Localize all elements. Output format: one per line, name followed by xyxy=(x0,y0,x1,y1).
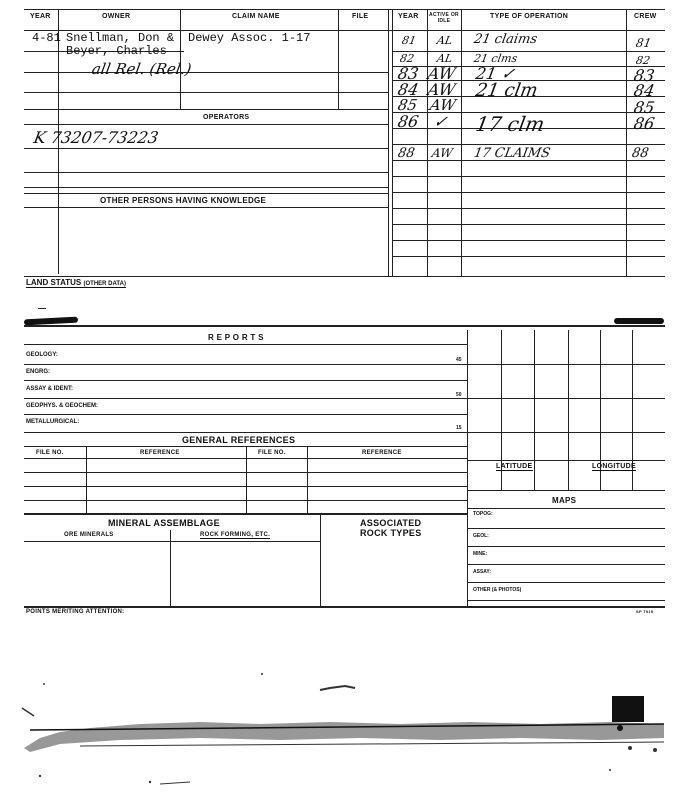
activity-crew: 88 xyxy=(630,146,650,161)
owner-year: 4-81 xyxy=(32,31,61,45)
map-geol: GEOL: xyxy=(473,533,489,539)
other-persons-heading: OTHER PERSONS HAVING KNOWLEDGE xyxy=(100,196,267,205)
activity-year: 82 xyxy=(398,52,416,65)
col-crew: CREW xyxy=(634,13,657,20)
ref-file-no-1: FILE NO. xyxy=(36,450,64,456)
activity-operation: 17 CLAIMS xyxy=(472,146,552,161)
report-assay-num: 50 xyxy=(456,392,462,398)
col-type-operation: TYPE OF OPERATION xyxy=(490,13,569,20)
ref-reference-2: REFERENCE xyxy=(362,450,402,456)
activity-operation: 21 clms xyxy=(472,52,519,65)
activity-status: AW xyxy=(430,146,454,160)
rock-forming-label: ROCK FORMING, ETC. xyxy=(200,532,271,538)
activity-status: AW xyxy=(426,80,458,99)
col-active-idle: ACTIVE OR IDLE xyxy=(429,12,459,24)
general-references-heading: GENERAL REFERENCES xyxy=(182,435,296,445)
activity-crew: 84 xyxy=(632,81,657,100)
report-assay: ASSAY & IDENT: xyxy=(26,386,74,392)
handwritten-note: all Rel. (Rel.) xyxy=(90,60,193,78)
report-geology-num: 45 xyxy=(456,357,462,363)
claim-name: Dewey Assoc. 1-17 xyxy=(188,31,311,45)
report-engrg: ENGRG: xyxy=(26,369,50,375)
map-assay: ASSAY: xyxy=(473,569,492,575)
map-topog: TOPOG: xyxy=(473,511,493,517)
activity-crew: 85 xyxy=(632,98,657,117)
col-year: YEAR xyxy=(30,13,51,20)
map-mine: MINE: xyxy=(473,551,488,557)
activity-year: 88 xyxy=(396,146,416,161)
activity-status: AL xyxy=(435,52,454,65)
report-metallurgical-num: 15 xyxy=(456,425,462,431)
col-claim-name: CLAIM NAME xyxy=(232,13,280,20)
scan-noise xyxy=(0,660,678,810)
points-meriting-label: POINTS MERITING ATTENTION: xyxy=(26,609,125,615)
ref-file-no-2: FILE NO. xyxy=(258,450,286,456)
activity-crew: 82 xyxy=(634,54,652,67)
reports-heading: R E P O R T S xyxy=(208,333,264,342)
activity-year: 85 xyxy=(396,96,419,114)
activity-operation: 21 clm xyxy=(474,80,540,101)
col-file: FILE xyxy=(352,13,369,20)
rock-types-label: ROCK TYPES xyxy=(360,528,422,538)
black-smudge-right xyxy=(614,318,664,324)
owner-line-1: Snellman, Don & xyxy=(66,31,175,45)
activity-operation: 21 claims xyxy=(472,32,539,47)
mineral-assemblage-heading: MINERAL ASSEMBLAGE xyxy=(108,518,220,528)
map-other: OTHER (& PHOTOS) xyxy=(473,587,522,593)
form-code: SP 7915 xyxy=(636,609,654,614)
report-metallurgical: METALLURGICAL: xyxy=(26,419,80,425)
col-year-2: YEAR xyxy=(398,13,419,20)
ore-minerals-label: ORE MINERALS xyxy=(64,532,114,538)
latitude-label: LATITUDE xyxy=(496,463,533,470)
activity-crew: 83 xyxy=(632,66,657,85)
land-status-sub: (OTHER DATA) xyxy=(83,281,126,287)
ref-reference-1: REFERENCE xyxy=(140,450,180,456)
activity-year: 81 xyxy=(400,34,418,47)
report-geophys: GEOPHYS. & GEOCHEM: xyxy=(26,403,99,409)
activity-status: AW xyxy=(426,64,458,83)
report-geology: GEOLOGY: xyxy=(26,352,58,358)
activity-year: 83 xyxy=(396,64,421,83)
activity-year: 84 xyxy=(396,80,421,99)
owner-line-2: Beyer, Charles xyxy=(66,44,167,58)
activity-crew: 86 xyxy=(632,114,657,133)
land-status-label: LAND STATUS xyxy=(26,278,82,287)
activity-year: 86 xyxy=(396,112,421,131)
activity-crew: 81 xyxy=(634,36,653,50)
activity-operation: 17 clm xyxy=(473,112,547,136)
longitude-label: LONGITUDE xyxy=(592,463,636,470)
maps-heading: MAPS xyxy=(552,496,577,505)
associated-label: ASSOCIATED xyxy=(360,518,422,528)
activity-status: ✓ xyxy=(432,112,450,131)
activity-status: AL xyxy=(435,34,454,47)
operators-heading: OPERATORS xyxy=(203,114,250,121)
operators-entry: K 73207-73223 xyxy=(32,128,160,147)
activity-status: AW xyxy=(428,96,458,114)
col-owner: OWNER xyxy=(102,13,131,20)
activity-operation: 21 ✓ xyxy=(474,64,517,83)
